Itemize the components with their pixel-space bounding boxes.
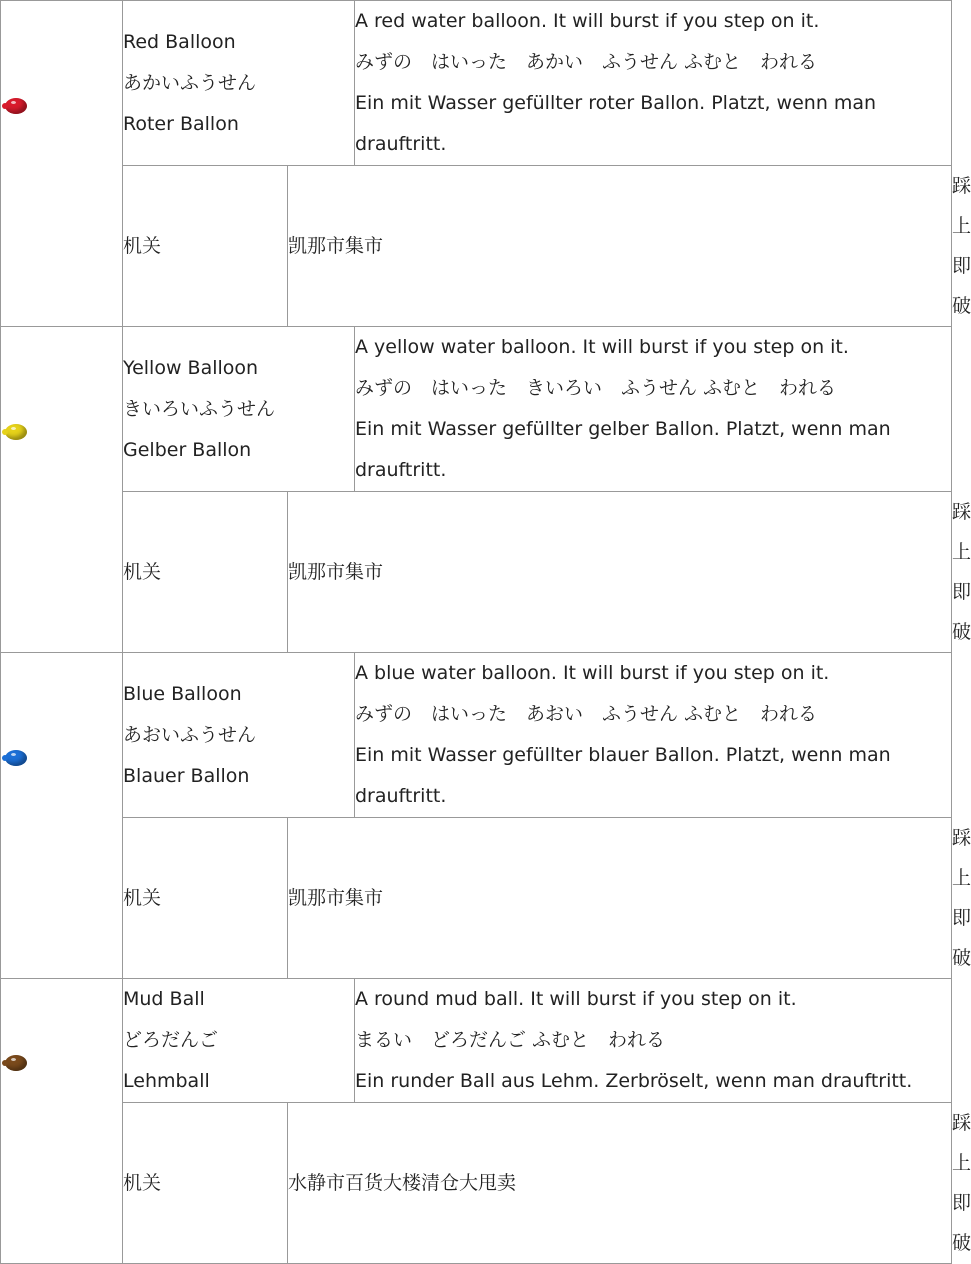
item-desc-en: A red water balloon. It will burst if you step on it. [355,10,820,32]
item-names [123,653,355,818]
item-name-ja: あかいふうせん [123,71,257,94]
item-desc-de: Ein mit Wasser gefüllter gelber Ballon. Platzt, wenn man drauftritt. [355,418,891,481]
item-row [1,653,952,818]
blue-balloon-icon [5,750,27,766]
item-location: 凯那市集市 [288,492,952,653]
item-info-row: 机关 水静市百货大楼清仓大甩卖 踩上即破 [1,1103,952,1264]
item-name-ja: どろだんご [123,1029,219,1051]
item-info-row: 机关 凯那市集市 踩上即破 [1,166,952,327]
item-icon-cell [1,653,123,979]
item-desc-en: A blue water balloon. It will burst if you step on it. [355,662,830,684]
item-desc-en: A round mud ball. It will burst if you step on it. [355,988,797,1010]
item-desc-ja: みずの はいった きいろい ふうせん ふむと われる [355,377,837,399]
item-row [1,327,952,492]
item-type: 机关 [123,166,288,327]
item-type: 机关 [123,492,288,653]
item-desc-de: Ein mit Wasser gefüllter blauer Ballon. Platzt, wenn man drauftritt. [355,744,891,807]
item-description [355,979,952,1103]
item-desc-ja: みずの はいった あおい ふうせん ふむと われる [355,703,818,725]
item-names [123,1,355,166]
item-name-de: Roter Ballon [123,112,239,135]
item-row [1,979,952,1103]
item-location: 水静市百货大楼清仓大甩卖 [288,1103,952,1264]
item-name-de: Gelber Ballon [123,438,252,461]
item-desc-de: Ein mit Wasser gefüllter roter Ballon. Platzt, wenn man drauftritt. [355,92,877,155]
item-info-row: 机关 凯那市集市 踩上即破 [1,492,952,653]
item-name-en: Yellow Balloon [123,356,259,379]
item-description [355,653,952,818]
item-names [123,327,355,492]
item-name-de: Blauer Ballon [123,764,250,787]
mud-ball-icon [5,1055,27,1071]
item-type: 机关 [123,1103,288,1264]
red-balloon-icon [5,98,27,114]
item-name-ja: あおいふうせん [123,723,257,746]
item-desc-ja: みずの はいった あかい ふうせん ふむと われる [355,51,818,73]
item-name-ja: きいろいふうせん [123,397,276,420]
item-name-en: Blue Balloon [123,682,242,705]
item-icon-cell [1,327,123,653]
yellow-balloon-icon [5,424,27,440]
item-icon-cell [1,1,123,327]
item-desc-de: Ein runder Ball aus Lehm. Zerbröselt, wenn man drauftritt. [355,1070,913,1092]
item-icon-cell [1,979,123,1264]
item-location: 凯那市集市 [288,818,952,979]
item-description [355,1,952,166]
item-name-en: Mud Ball [123,988,205,1010]
item-desc-ja: まるい どろだんご ふむと われる [355,1029,666,1051]
item-name-en: Red Balloon [123,30,236,53]
item-name-de: Lehmball [123,1070,210,1092]
item-description [355,327,952,492]
item-desc-en: A yellow water balloon. It will burst if you step on it. [355,336,849,358]
item-type: 机关 [123,818,288,979]
item-location: 凯那市集市 [288,166,952,327]
item-names [123,979,355,1103]
item-info-row: 机关 凯那市集市 踩上即破 [1,818,952,979]
item-row [1,1,952,166]
